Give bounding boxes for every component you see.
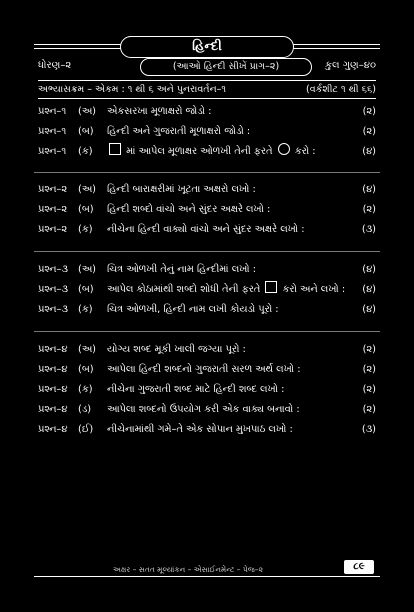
question-row <box>38 301 376 319</box>
square-box-icon <box>109 143 121 155</box>
question-number: પ્રશ્ન–૧ <box>38 106 67 117</box>
syllabus-text: અભ્યાસક્રમ – એકમ : ૧ થી ૬ અને પુનરાવર્તન–૧ <box>38 84 227 95</box>
question-marks: (૨) <box>362 344 376 355</box>
question-sub: (ક) <box>78 304 93 315</box>
question-row <box>38 221 376 239</box>
circle-icon <box>278 143 290 155</box>
question-number: પ્રશ્ન–૪ <box>38 364 68 375</box>
question-marks: (૨) <box>362 204 376 215</box>
question-text: નીચેના ગુજરાતી શબ્દ માટે હિન્દી શબ્દ લખો : <box>107 384 285 395</box>
question-marks: (૨) <box>362 364 376 375</box>
question-text: એકસરખા મૂળાક્ષરો જોડો : <box>107 106 212 117</box>
question-text: આપેલા શબ્દનો ઉપયોગ કરી એક વાક્ય બનાવો : <box>107 404 300 415</box>
question-text: હિન્દી શબ્દો વાંચો અને સુંદર અક્ષરે લખો : <box>107 204 271 215</box>
question-sub: (ઈ) <box>78 424 94 435</box>
question-number: પ્રશ્ન–૨ <box>38 224 68 235</box>
question-sub: (ક) <box>78 224 93 235</box>
header-info-row <box>38 58 376 74</box>
question-sub: (ડ) <box>78 404 92 415</box>
question-number: પ્રશ્ન–૪ <box>38 424 68 435</box>
syllabus-band <box>38 80 376 99</box>
question-text: યોગ્ય શબ્દ મૂકી ખાલી જગ્યા પૂરો : <box>107 344 246 355</box>
question-sub: (અ) <box>78 344 96 355</box>
grade-label: ધોરણ–૨ <box>38 60 72 71</box>
book-name: (આઓ હિન્દી સીખેં પ્રાગ–૨) <box>140 58 312 76</box>
footer-text: અક્ષર – સતત મૂલ્યાંકન – એસાઈનમેન્ટ – પેજ–૨ <box>113 565 263 574</box>
question-sub: (અ) <box>78 106 96 117</box>
question-text: ચિત્ર ઓળખી તેનું નામ હિન્દીમાં લખો : <box>107 264 257 275</box>
question-sub: (બ) <box>78 126 94 137</box>
question-sub: (ક) <box>78 384 93 395</box>
question-text: નીચેના હિન્દી વાક્યો વાંચો અને સુંદર અક્ષરે લખો : <box>107 224 305 235</box>
question-sub: (બ) <box>78 364 94 375</box>
question-row <box>38 201 376 219</box>
question-number: પ્રશ્ન–૪ <box>38 384 68 395</box>
question-sub: (અ) <box>78 264 96 275</box>
section-divider <box>34 331 380 332</box>
question-sub: (બ) <box>78 284 94 295</box>
question-text: ચિત્ર ઓળખી, હિન્દી નામ લખી કોયડો પૂરો : <box>107 304 279 315</box>
question-sub: (અ) <box>78 184 96 195</box>
question-text-part-b: કરો : <box>294 146 316 157</box>
question-row <box>38 103 376 121</box>
section-divider <box>34 251 380 252</box>
question-sub: (ક) <box>78 146 93 157</box>
question-number: પ્રશ્ન–૨ <box>38 184 68 195</box>
question-marks: (૨) <box>362 126 376 137</box>
question-number: પ્રશ્ન–૩ <box>38 304 68 315</box>
question-text: હિન્દી બારાક્ષરીમાં ખૂટતા અક્ષરો લખો : <box>107 184 256 195</box>
question-number: પ્રશ્ન–૧ <box>38 146 67 157</box>
question-marks: (૨) <box>362 106 376 117</box>
question-marks: (૨) <box>362 404 376 415</box>
question-marks: (૪) <box>362 304 376 315</box>
footer-rule <box>34 576 380 577</box>
question-row <box>38 341 376 359</box>
question-number: પ્રશ્ન–૩ <box>38 284 68 295</box>
question-text-part-b: કરો અને લખો : <box>282 284 346 295</box>
question-marks: (૪) <box>362 284 376 295</box>
section-divider <box>34 172 380 173</box>
question-row <box>38 281 376 299</box>
question-text: હિન્દી અને ગુજરાતી મૂળાક્ષરો જોડો : <box>107 126 251 137</box>
question-marks: (૩) <box>361 424 376 435</box>
question-row <box>38 143 376 161</box>
page-number: ૮૯ <box>344 560 374 574</box>
question-sub: (બ) <box>78 204 94 215</box>
question-number: પ્રશ્ન–૪ <box>38 404 68 415</box>
question-number: પ્રશ્ન–૧ <box>38 126 67 137</box>
question-marks: (૨) <box>362 384 376 395</box>
question-marks: (૪) <box>362 184 376 195</box>
question-marks: (૪) <box>362 264 376 275</box>
question-row <box>38 421 376 439</box>
square-box-icon <box>265 281 277 293</box>
question-row <box>38 381 376 399</box>
subject-title: હિન્દી <box>120 36 294 58</box>
question-number: પ્રશ્ન–૩ <box>38 264 68 275</box>
question-number: પ્રશ્ન–૪ <box>38 344 68 355</box>
question-row <box>38 261 376 279</box>
question-row <box>38 361 376 379</box>
question-marks: (૩) <box>361 224 376 235</box>
question-number: પ્રશ્ન–૨ <box>38 204 68 215</box>
worksheet-range: (વર્કશીટ ૧ થી ૬૬) <box>306 84 376 95</box>
question-text-part-a: માં આપેલ મૂળાક્ષર ઓળખી તેની ફરતે <box>126 146 273 157</box>
question-row <box>38 123 376 141</box>
question-text: આપેલા હિન્દી શબ્દનો ગુજરાતી સરળ અર્થ લખો : <box>107 364 301 375</box>
question-row <box>38 401 376 419</box>
question-text-part-a: આપેલ કોઠામાંથી શબ્દો શોધી તેની ફરતે <box>107 284 261 295</box>
total-marks: કુલ ગુણ–૪૦ <box>324 60 376 71</box>
question-text: નીચેનામાંથી ગમે–તે એક સોપાન મુખપાઠ લખો : <box>107 424 293 435</box>
question-text <box>107 281 346 299</box>
question-marks: (૪) <box>362 146 376 157</box>
question-text <box>107 143 342 161</box>
question-row <box>38 181 376 199</box>
